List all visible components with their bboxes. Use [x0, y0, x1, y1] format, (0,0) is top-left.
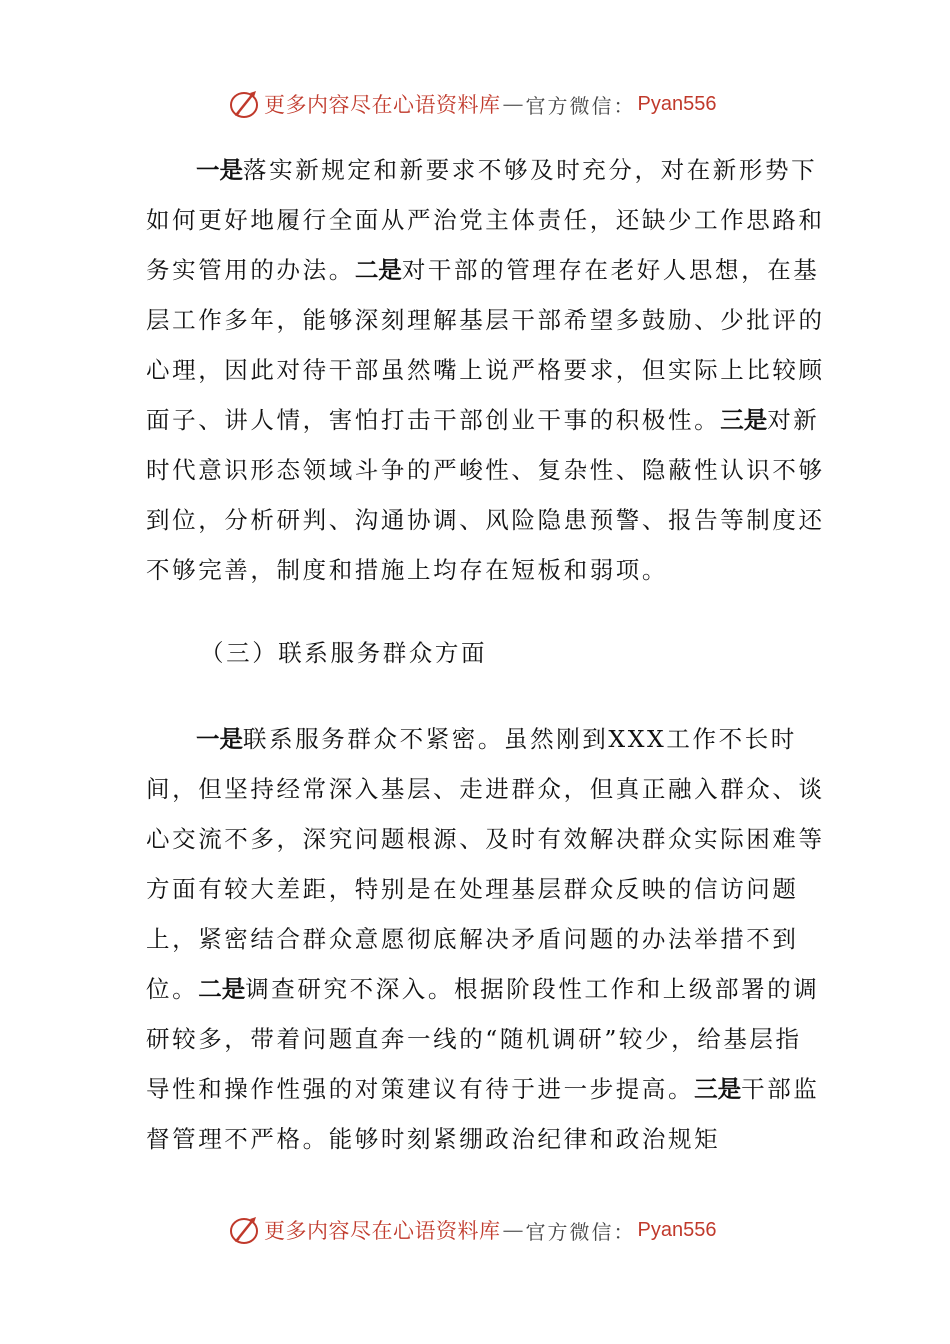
point-label: 二是: [198, 975, 246, 1003]
wechat-id: Pyan556: [637, 92, 717, 115]
point-text: 落实新规定和新要求不够及时充分，对在新形势下如何更好地履行全面从严治党主体责任，还缺少工作思路和务实管用的办法。: [146, 156, 825, 284]
wechat-label: 官方微信：: [525, 1219, 636, 1244]
header-banner: [228, 84, 748, 124]
pen-logo-icon: [228, 87, 262, 121]
wechat-id: Pyan556: [637, 1218, 717, 1241]
point-label: 二是: [354, 256, 402, 284]
point-label: 三是: [694, 1075, 742, 1103]
point-text: 对新时代意识形态领域斗争的严峻性、复杂性、隐蔽性认识不够到位，分析研判、沟通协调、风险隐患预警、报告等制度还不够完善，制度和措施上均存在短板和弱项。: [146, 406, 825, 584]
paragraph-serving-masses: [146, 714, 826, 1164]
point-text: 干部监督管理不严格。能够时刻紧绷政治纪律和政治规矩: [146, 1075, 820, 1153]
point-label: 三是: [720, 406, 768, 434]
footer-banner: [228, 1210, 748, 1250]
wechat-label: 官方微信：: [525, 93, 636, 118]
promo-dash: —: [502, 92, 524, 116]
paragraph-accountability: [146, 145, 826, 595]
promo-dash: —: [502, 1218, 524, 1242]
pen-logo-icon: [228, 1213, 262, 1247]
point-text: 调查研究不深入。根据阶段性工作和上级部署的调研较多，带着问题直奔一线的“随机调研”较少，给基层指导性和操作性强的对策建议有待于进一步提高。: [146, 975, 820, 1103]
point-text: 对干部的管理存在老好人思想，在基层工作多年，能够深刻理解基层干部希望多鼓励、少批评的心理，因此对待干部虽然嘴上说严格要求，但实际上比较顾面子、讲人情，害怕打击干部创业干事的积极性。: [146, 256, 825, 434]
point-text: 联系服务群众不紧密。虽然刚到XXX工作不长时间，但坚持经常深入基层、走进群众，但真正融入群众、谈心交流不多，深究问题根源、及时有效解决群众实际困难等方面有较大差距，特别是在处理基层群众反映的信访问题上，紧密结合群众意愿彻底解决矛盾问题的办法举措不到位。: [146, 725, 825, 1003]
promo-text: 更多内容尽在心语资料库: [264, 1219, 501, 1243]
promo-text: 更多内容尽在心语资料库: [264, 93, 501, 117]
section-heading: （三）联系服务群众方面: [200, 639, 488, 667]
point-label: 一是: [196, 725, 243, 753]
point-label: 一是: [196, 156, 243, 184]
